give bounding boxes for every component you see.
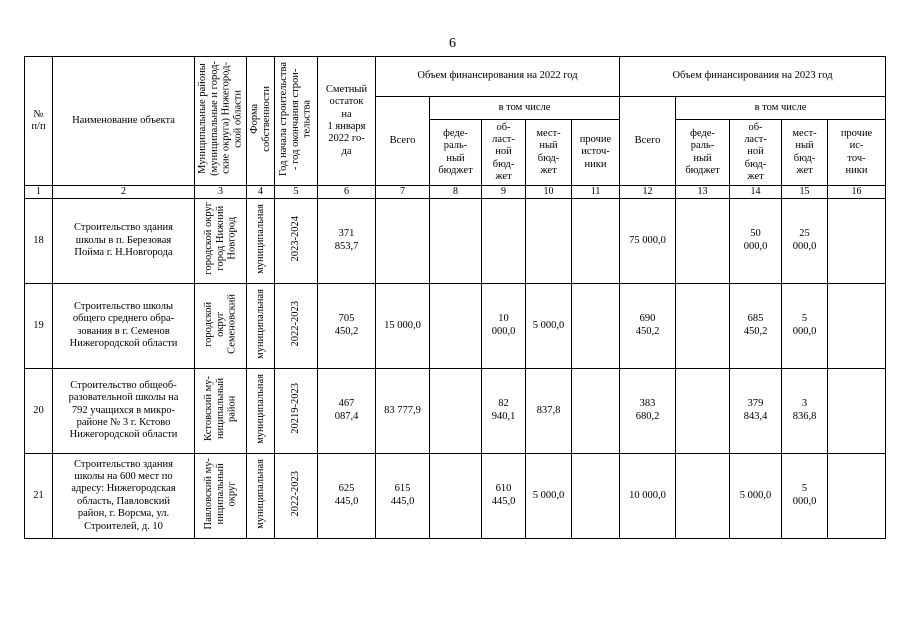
header-estimate: Сметный остаток на 1 января 2022 го- да bbox=[318, 57, 376, 186]
header-num: № п/п bbox=[25, 57, 53, 186]
other-2022-cell bbox=[572, 198, 620, 283]
total-2023-cell: 75 000,0 bbox=[620, 198, 676, 283]
col-index: 13 bbox=[676, 186, 730, 199]
other-2023-cell bbox=[828, 283, 886, 368]
estimate-cell: 371 853,7 bbox=[318, 198, 376, 283]
total-2022-cell bbox=[376, 198, 430, 283]
district-cell: Кстовский му- ниципальный район bbox=[195, 368, 247, 453]
ownership-cell: муниципальная bbox=[247, 283, 275, 368]
total-2022-cell: 615 445,0 bbox=[376, 453, 430, 538]
regional-2023-cell: 50 000,0 bbox=[730, 198, 782, 283]
col-index: 5 bbox=[275, 186, 318, 199]
table-row bbox=[25, 283, 886, 368]
col-index: 14 bbox=[730, 186, 782, 199]
other-2022-cell bbox=[572, 283, 620, 368]
total-2022-cell: 15 000,0 bbox=[376, 283, 430, 368]
object-name: Строительство здания школы в п. Березовая Пойма г. Н.Новгорода bbox=[53, 198, 195, 283]
header-regional-2022: об- ласт- ной бюд- жет bbox=[482, 120, 526, 186]
col-index: 2 bbox=[53, 186, 195, 199]
federal-2023-cell bbox=[676, 453, 730, 538]
header-district: Муниципальные районы (муниципальные и город- ские округа) Нижегород- ской области bbox=[195, 57, 247, 186]
local-2022-cell: 5 000,0 bbox=[526, 453, 572, 538]
col-index: 10 bbox=[526, 186, 572, 199]
header-incl-2022: в том числе bbox=[430, 97, 620, 120]
row-num: 18 bbox=[25, 198, 53, 283]
local-2023-cell: 5 000,0 bbox=[782, 283, 828, 368]
header-regional-2023: об- ласт- ной бюд- жет bbox=[730, 120, 782, 186]
ownership-cell: муниципальная bbox=[247, 368, 275, 453]
ownership-cell: муниципальная bbox=[247, 198, 275, 283]
estimate-cell: 705 450,2 bbox=[318, 283, 376, 368]
row-num: 20 bbox=[25, 368, 53, 453]
estimate-cell: 467 087,4 bbox=[318, 368, 376, 453]
local-2023-cell: 25 000,0 bbox=[782, 198, 828, 283]
regional-2022-cell bbox=[482, 198, 526, 283]
col-index: 11 bbox=[572, 186, 620, 199]
years-cell: 2023-2024 bbox=[275, 198, 318, 283]
total-2023-cell: 10 000,0 bbox=[620, 453, 676, 538]
regional-2023-cell: 379 843,4 bbox=[730, 368, 782, 453]
years-cell: 20219-2023 bbox=[275, 368, 318, 453]
header-federal-2022: феде- раль- ный бюджет bbox=[430, 120, 482, 186]
federal-2022-cell bbox=[430, 453, 482, 538]
regional-2023-cell: 685 450,2 bbox=[730, 283, 782, 368]
header-total-2022: Всего bbox=[376, 97, 430, 186]
header-years: Год начала строительства - год окончания строи- тельства bbox=[275, 57, 318, 186]
header-ownership: Форма собственности bbox=[247, 57, 275, 186]
header-total-2023: Всего bbox=[620, 97, 676, 186]
object-name: Строительство общеоб- разовательной школы на 792 учащихся в микро- районе № 3 г. Кстово Нижегородской области bbox=[53, 368, 195, 453]
federal-2023-cell bbox=[676, 283, 730, 368]
district-cell: Павловский му- ниципальный округ bbox=[195, 453, 247, 538]
total-2022-cell: 83 777,9 bbox=[376, 368, 430, 453]
district-cell: городской округ Семеновский bbox=[195, 283, 247, 368]
col-index: 3 bbox=[195, 186, 247, 199]
total-2023-cell: 383 680,2 bbox=[620, 368, 676, 453]
total-2023-cell: 690 450,2 bbox=[620, 283, 676, 368]
header-local-2023: мест- ный бюд- жет bbox=[782, 120, 828, 186]
regional-2022-cell: 610 445,0 bbox=[482, 453, 526, 538]
estimate-cell: 625 445,0 bbox=[318, 453, 376, 538]
financing-table bbox=[24, 56, 886, 539]
col-index: 15 bbox=[782, 186, 828, 199]
row-num: 21 bbox=[25, 453, 53, 538]
district-cell: городской округ город Нижний Новгород bbox=[195, 198, 247, 283]
header-other-2022: прочие источ- ники bbox=[572, 120, 620, 186]
col-index: 1 bbox=[25, 186, 53, 199]
col-index: 7 bbox=[376, 186, 430, 199]
local-2023-cell: 3 836,8 bbox=[782, 368, 828, 453]
col-index: 9 bbox=[482, 186, 526, 199]
local-2022-cell: 837,8 bbox=[526, 368, 572, 453]
ownership-cell: муниципальная bbox=[247, 453, 275, 538]
local-2023-cell: 5 000,0 bbox=[782, 453, 828, 538]
col-index: 12 bbox=[620, 186, 676, 199]
other-2023-cell bbox=[828, 198, 886, 283]
page-number: 6 bbox=[449, 36, 456, 51]
federal-2023-cell bbox=[676, 198, 730, 283]
regional-2022-cell: 10 000,0 bbox=[482, 283, 526, 368]
local-2022-cell: 5 000,0 bbox=[526, 283, 572, 368]
col-index: 4 bbox=[247, 186, 275, 199]
other-2022-cell bbox=[572, 453, 620, 538]
years-cell: 2022-2023 bbox=[275, 283, 318, 368]
header-other-2023: прочие ис- точ- ники bbox=[828, 120, 886, 186]
header-fin-2023: Объем финансирования на 2023 год bbox=[620, 57, 886, 97]
local-2022-cell bbox=[526, 198, 572, 283]
column-index-row bbox=[25, 186, 886, 199]
col-index: 8 bbox=[430, 186, 482, 199]
federal-2022-cell bbox=[430, 198, 482, 283]
table-row bbox=[25, 198, 886, 283]
years-cell: 2022-2023 bbox=[275, 453, 318, 538]
object-name: Строительство школы общего среднего обра- зования в г. Семенов Нижегородской области bbox=[53, 283, 195, 368]
col-index: 6 bbox=[318, 186, 376, 199]
other-2023-cell bbox=[828, 453, 886, 538]
table-row bbox=[25, 453, 886, 538]
federal-2022-cell bbox=[430, 283, 482, 368]
federal-2023-cell bbox=[676, 368, 730, 453]
other-2023-cell bbox=[828, 368, 886, 453]
header-federal-2023: феде- раль- ный бюджет bbox=[676, 120, 730, 186]
regional-2022-cell: 82 940,1 bbox=[482, 368, 526, 453]
header-local-2022: мест- ный бюд- жет bbox=[526, 120, 572, 186]
federal-2022-cell bbox=[430, 368, 482, 453]
other-2022-cell bbox=[572, 368, 620, 453]
col-index: 16 bbox=[828, 186, 886, 199]
row-num: 19 bbox=[25, 283, 53, 368]
object-name: Строительство здания школы на 600 мест по адресу: Нижегородская область, Павловский район, г. Ворсма, ул. Строителей, д. 10 bbox=[53, 453, 195, 538]
header-fin-2022: Объем финансирования на 2022 год bbox=[376, 57, 620, 97]
header-name: Наименование объекта bbox=[53, 57, 195, 186]
header-incl-2023: в том числе bbox=[676, 97, 886, 120]
regional-2023-cell: 5 000,0 bbox=[730, 453, 782, 538]
table-row bbox=[25, 368, 886, 453]
